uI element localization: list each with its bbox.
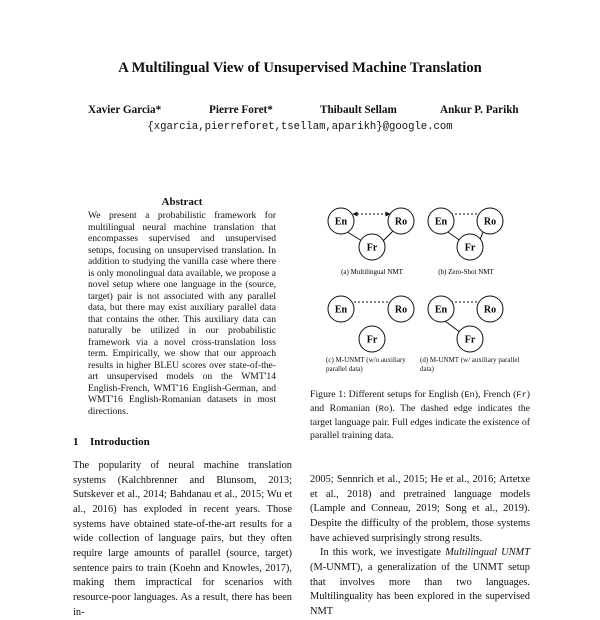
paragraph-text: In this work, we investigate: [320, 547, 446, 559]
author-4: Ankur P. Parikh: [440, 104, 519, 116]
abstract-text: We present a probabilistic framework for multilingual neural machine translation that encompasses supervised and unsupervised setups, focusing on unsupervised translation. In addition to studying the vanilla case where there is only monolingual data available, we propose a novel setup where one language in the (source, target) pair is not associated with any parallel data, but there may exist auxiliary parallel data that contains the other. This auxiliary data can naturally be utilized in our probabilistic framework via a novel cross-translation loss term. Empirically, we show that our approach results in higher BLEU scores over state-of-the-art unsupervised models on the WMT'14 English-French, WMT'16 English-German, and WMT'16 English-Romanian datasets in most directions.: [88, 210, 276, 417]
node-ro-label: Ro: [483, 304, 497, 316]
node-fr-label: Fr: [366, 242, 378, 254]
node-en-label: En: [334, 216, 348, 228]
author-emails: {xgarcia,pierreforet,tsellam,aparikh}@google.com: [147, 121, 453, 133]
figure-caption: [310, 388, 530, 442]
paper-title: A Multilingual View of Unsupervised Machine Translation: [118, 60, 482, 76]
intro-right-paragraph-1: 2005; Sennrich et al., 2015; He et al., 2016; Artetxe et al., 2018) and pretrained language models (Lample and Conneau, 2019; Song et al., 2019). Despite the difficulty of the problem, those systems have achieved surprisingly strong results.: [310, 474, 530, 544]
diagram-b: [428, 208, 503, 276]
author-1: Xavier Garcia*: [88, 104, 162, 116]
node-en-label: En: [434, 304, 448, 316]
node-en-label: En: [334, 304, 348, 316]
abstract-heading: Abstract: [161, 196, 203, 208]
section-heading: [73, 436, 150, 448]
node-fr-label: Fr: [464, 242, 476, 254]
node-fr-label: Fr: [366, 334, 378, 346]
paragraph-text: (M-UNMT), a generalization of the UNMT setup that involves more than two languages. Multilinguality has been explored in the supervised NMT: [310, 561, 530, 617]
diagram-c: [328, 296, 414, 352]
caption-code-en: En: [464, 390, 475, 400]
intro-left-text: The popularity of neural machine translation systems (Kalchbrenner and Blunsom, 2013; Sutskever et al., 2014; Bahdanau et al., 2015; Wu et al., 2016) has exploded in recent years. Those systems have obtained state-of-the-art results for a wide collection of language pairs, but they often require large amounts of parallel (source, target) sentence pairs to train (Koehn and Knowles, 2017), making them impractical for scenarios with resource-poor languages. As a result, there has been in-: [73, 460, 292, 618]
node-ro-label: Ro: [394, 216, 408, 228]
subcaption-d: (d) M-UNMT (w/ auxiliary parallel data): [420, 356, 520, 373]
edge-en-fr: [445, 321, 461, 333]
caption-code-ro: Ro: [378, 404, 390, 414]
author-2: Pierre Foret*: [209, 104, 273, 116]
node-ro-label: Ro: [394, 304, 408, 316]
author-3: Thibault Sellam: [320, 104, 397, 116]
node-ro-label: Ro: [483, 216, 497, 228]
node-fr-label: Fr: [464, 334, 476, 346]
caption-code-fr: Fr: [516, 390, 527, 400]
caption-part: ), French (: [474, 389, 517, 400]
caption-part: ). The dashed edge indicates the target language pair. Full edges indicate the existence of parallel training data.: [310, 403, 531, 441]
section-title: Introduction: [90, 436, 150, 448]
diagram-d: [428, 296, 503, 352]
subcaption-a: (a) Multilingual NMT: [341, 268, 403, 276]
subcaption-c: (c) M-UNMT (w/o auxiliary parallel data): [326, 356, 406, 373]
intro-right-paragraph-2: [310, 546, 530, 619]
diagram-a: [328, 208, 414, 276]
emphasis-term: Multilingual UNMT: [445, 547, 530, 559]
intro-right-text: [310, 473, 530, 620]
caption-part: ) and Romanian (: [310, 389, 531, 414]
caption-part: Figure 1: Different setups for English (: [310, 389, 465, 400]
node-en-label: En: [434, 216, 448, 228]
section-number: 1: [73, 436, 79, 448]
subcaption-b: (b) Zero-Shot NMT: [438, 268, 494, 276]
